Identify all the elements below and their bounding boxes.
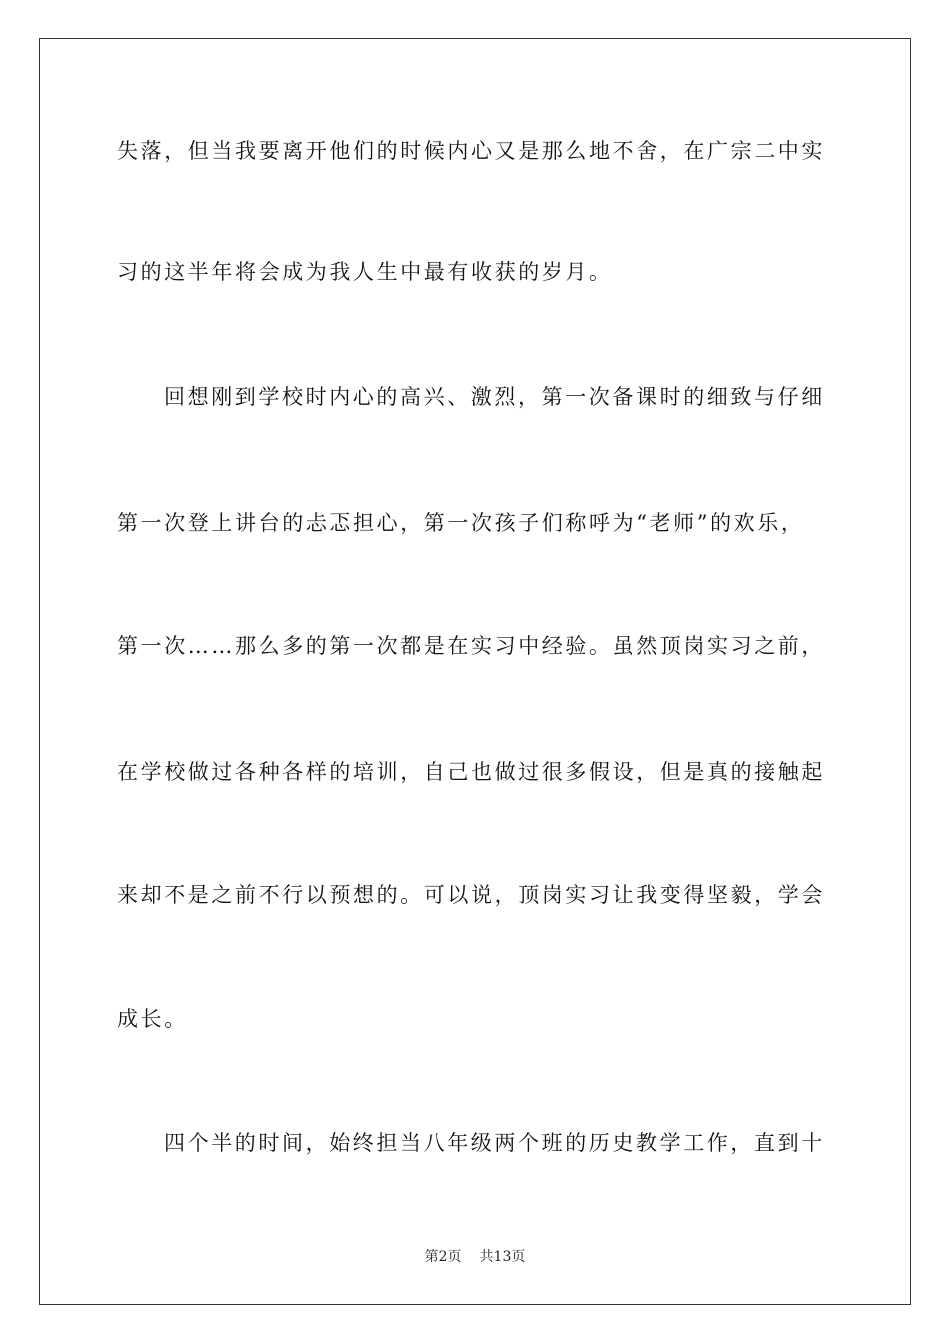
page-footer	[0, 1248, 950, 1266]
page-number: 第2页	[424, 1249, 462, 1265]
text-line: 在学校做过各种各样的培训，自己也做过很多假设，但是真的接触起	[117, 760, 825, 784]
text-line: 来却不是之前不行以预想的。可以说，顶岗实习让我变得坚毅，学会	[117, 883, 825, 907]
text-line: 失落，但当我要离开他们的时候内心又是那么地不舍，在广宗二中实	[117, 139, 825, 163]
text-line: 第一次登上讲台的忐忑担心，第一次孩子们称呼为“老师”的欢乐，	[117, 511, 805, 535]
paragraph-start-line: 回想刚到学校时内心的高兴、激烈，第一次备课时的细致与仔细	[164, 385, 825, 409]
text-line: 第一次……那么多的第一次都是在实习中经验。虽然顶岗实习之前，	[117, 634, 825, 658]
text-line: 习的这半年将会成为我人生中最有收获的岁月。	[117, 260, 613, 284]
paragraph-start-line: 四个半的时间，始终担当八年级两个班的历史教学工作，直到十	[164, 1131, 825, 1155]
text-line: 成长。	[117, 1007, 188, 1031]
page-total: 共13页	[479, 1249, 526, 1265]
